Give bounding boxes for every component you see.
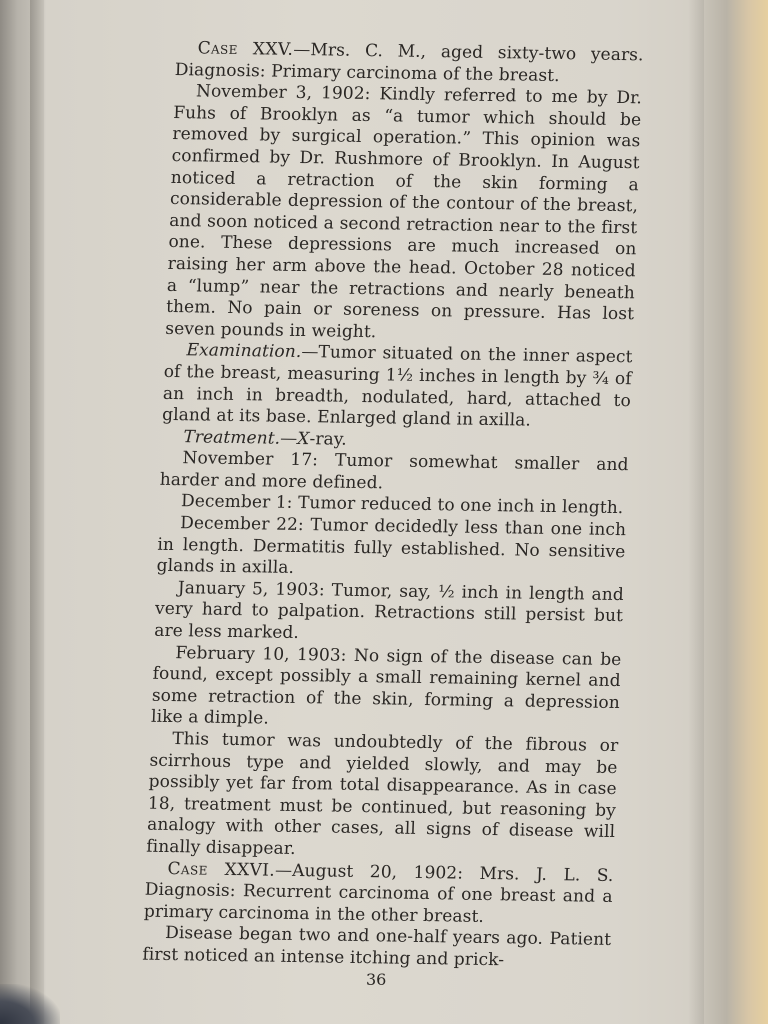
case-26-history: Disease began two and one-half years ago. Patient first noticed an intense itching and prick- (142, 923, 612, 971)
examination-label: Examination. (186, 340, 302, 363)
case-25-intro-text: —Mrs. C. M., aged sixty-two years. Diagnosis: Primary carcinoma of the breast. (174, 39, 644, 86)
case-26-intro-text: —August 20, 1902: Mrs. J. L. S. Diagnosis: Recurrent carcinoma of one breast and a primary carcinoma in the other breast. (143, 860, 614, 927)
entry-nov-17: November 17: Tumor somewhat smaller and harder and more defined. (159, 448, 629, 494)
case-25-conclusion: This tumor was undoubtedly of the fibrous or scirrhous type and yielded slowly, and may be possibly yet far from total disappearance. As in case 18, treatment must be continued, but reasoning by analogy with other cases, all signs of disease will finally disappear. (145, 729, 619, 859)
entry-feb-10: February 10, 1903: No sign of the disease can be found, except possibly a small remaining kernel and some retraction of the skin, forming a depression like a dimple. (150, 642, 622, 729)
entry-jan-5: January 5, 1903: Tumor, say, ½ inch in length and very hard to palpation. Retractions still persist but are less marked. (153, 577, 625, 644)
case-25-examination (162, 340, 633, 434)
treatment-label: Treatment. (183, 426, 281, 449)
entry-dec-22: December 22: Tumor decidedly less than one inch in length. Dermatitis fully established. No sensitive glands in axilla. (156, 513, 627, 579)
page-number: 36 (366, 970, 387, 989)
case-25-intro (174, 38, 644, 89)
treatment-dash: — (279, 428, 298, 449)
cover-corner (0, 984, 60, 1024)
examination-text: —Tumor situated on the inner aspect of the breast, measuring 1½ inches in length by ¾ of an inch in breadth, nodulated, hard, attached to gland at its base. Enlarged gland in axilla. (161, 342, 633, 431)
treatment-text: -ray. (309, 428, 348, 450)
page-text-block (142, 38, 644, 973)
entry-dec-1: December 1: Tumor reduced to one inch in length. (180, 491, 624, 519)
case-26-intro (144, 858, 614, 930)
case-25-heading: Case XXV. (197, 38, 294, 60)
treatment-x: X (296, 428, 310, 449)
book-binding (704, 0, 768, 1024)
case-26-heading: Case XXVI. (167, 858, 276, 881)
page-edge-shadow (30, 0, 46, 1024)
case-25-history: November 3, 1902: Kindly referred to me by Dr. Fuhs of Brooklyn as “a tumor which should be removed by surgical operation.” This opinion was confirmed by Dr. Rushmore of Brooklyn. In August noticed a retraction of the skin forming a considerable depression of the contour of the breast, and soon noticed a second retraction near to the first one. These depressions are much increased on raising her arm above the head. October 28 noticed a “lump” near the retractions and nearly beneath them. No pain or soreness on pressure. Has lost seven pounds in weight. (164, 81, 643, 342)
